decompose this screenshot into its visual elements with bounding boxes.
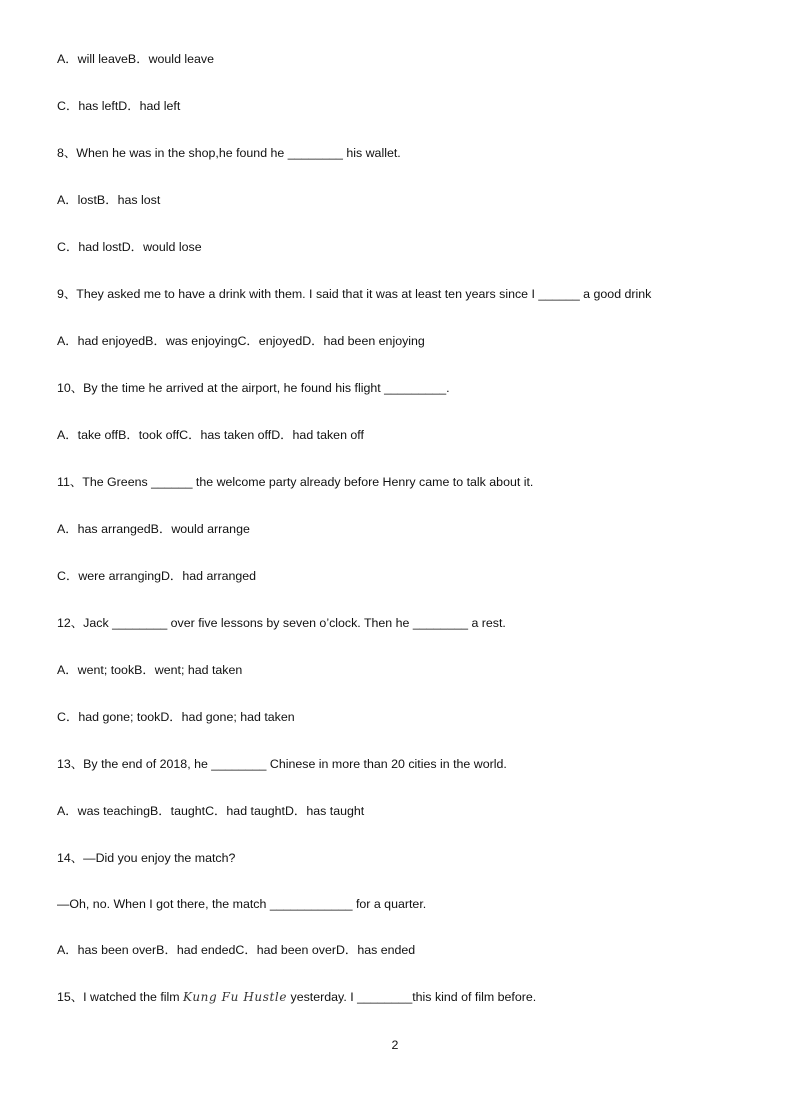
option-line: A．was teachingB．taughtC．had taughtD．has taught: [57, 804, 365, 818]
question-8: 8、When he was in the shop,he found he ________ his wallet.: [57, 146, 401, 160]
question-9: 9、They asked me to have a drink with them. I said that it was at least ten years since I ______ a good drink: [57, 287, 652, 301]
option-line: C．were arrangingD．had arranged: [57, 569, 257, 583]
option-line: A．had enjoyedB．was enjoyingC．enjoyedD．had been enjoying: [57, 334, 425, 348]
page-number: 2: [391, 1038, 399, 1052]
option-line: A．went; tookB．went; had taken: [57, 663, 243, 677]
question-13: 13、By the end of 2018, he ________ Chinese in more than 20 cities in the world.: [57, 757, 507, 771]
question-15-suffix: yesterday. I ________this kind of film before.: [287, 990, 537, 1004]
question-14: 14、—Did you enjoy the match?: [57, 851, 236, 865]
option-line: A．has been overB．had endedC．had been overD．has ended: [57, 943, 416, 957]
option-line: A．take offB．took offC．has taken offD．had taken off: [57, 428, 364, 442]
question-15: [57, 989, 536, 1005]
option-line: A．will leaveB．would leave: [57, 52, 215, 66]
question-11: 11、The Greens ______ the welcome party already before Henry came to talk about it.: [57, 475, 534, 489]
option-line: C．had gone; tookD．had gone; had taken: [57, 710, 295, 724]
question-15-prefix: 15、I watched the film: [57, 990, 184, 1004]
option-line: A．has arrangedB．would arrange: [57, 522, 250, 536]
option-line: A．lostB．has lost: [57, 193, 161, 207]
question-12: 12、Jack ________ over five lessons by seven o’clock. Then he ________ a rest.: [57, 616, 506, 630]
option-line: C．has leftD．had left: [57, 99, 181, 113]
film-title: Kung Fu Hustle: [183, 990, 288, 1004]
question-10: 10、By the time he arrived at the airport, he found his flight _________.: [57, 381, 450, 395]
dialogue-line: —Oh, no. When I got there, the match ____________ for a quarter.: [57, 897, 427, 911]
option-line: C．had lostD．would lose: [57, 240, 202, 254]
